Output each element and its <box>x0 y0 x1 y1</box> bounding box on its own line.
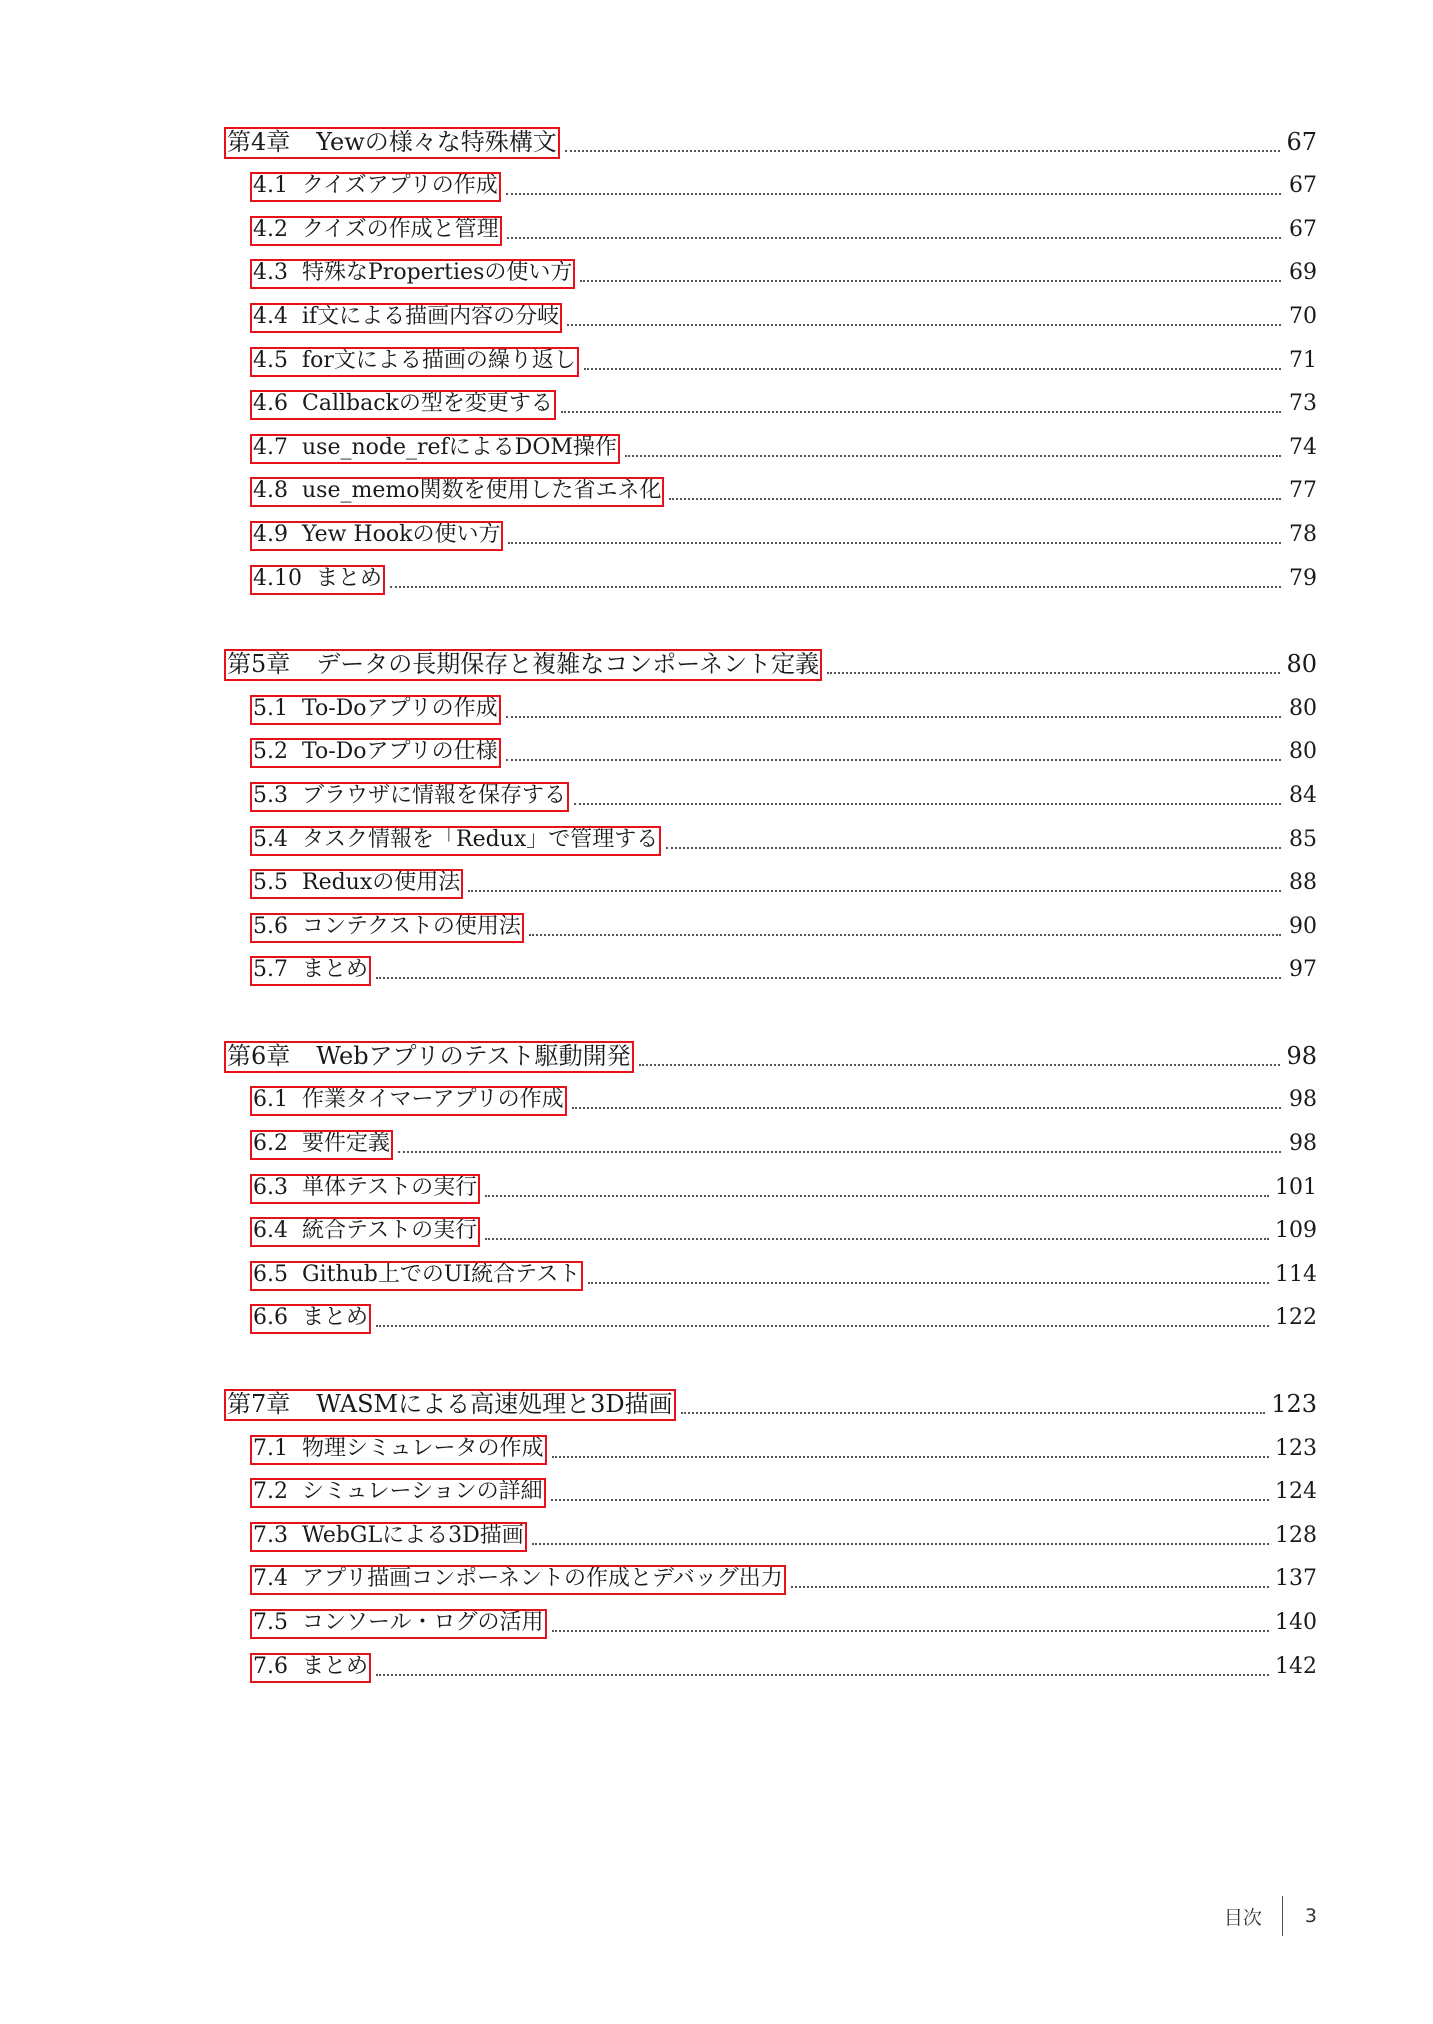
section-entry-page-number: 73 <box>1289 391 1317 417</box>
section-entry-title: use_node_refによるDOM操作 <box>302 434 617 460</box>
section-entry-title: まとめ <box>302 1653 369 1679</box>
section-entry-page-number: 123 <box>1275 1435 1317 1461</box>
chapter-heading-title-box[interactable] <box>225 1390 675 1420</box>
section-entry-title-box[interactable] <box>251 1479 545 1507</box>
chapter-heading-page-number: 98 <box>1286 1041 1317 1070</box>
section-entry[interactable] <box>225 898 1317 942</box>
section-entry-number: 5.1 <box>253 695 288 721</box>
section-entry-number: 7.3 <box>253 1522 288 1548</box>
section-entry-number: 4.8 <box>253 478 288 504</box>
dot-leader <box>508 542 1281 544</box>
dot-leader <box>551 1499 1269 1501</box>
dot-leader <box>485 1195 1269 1197</box>
section-entry-title: アプリ描画コンポーネントの作成とデバッグ出力 <box>302 1566 783 1592</box>
section-entry-title-box[interactable] <box>251 435 619 463</box>
section-entry[interactable] <box>225 1115 1317 1159</box>
footer-divider <box>1282 1896 1283 1936</box>
footer-label: 目次 <box>1223 1906 1262 1929</box>
chapter-heading-page-number: 123 <box>1271 1390 1317 1419</box>
section-entry-number: 7.4 <box>253 1566 288 1592</box>
section-entry-title: 単体テストの実行 <box>302 1174 478 1200</box>
section-entry-page-number: 114 <box>1275 1261 1317 1287</box>
section-entry[interactable] <box>225 419 1317 463</box>
section-entry-number: 5.7 <box>253 957 288 983</box>
dot-leader <box>580 280 1281 282</box>
chapter-heading[interactable] <box>225 637 1317 681</box>
section-entry-title-box[interactable] <box>251 827 660 855</box>
section-entry[interactable] <box>225 680 1317 724</box>
section-entry[interactable] <box>225 201 1317 245</box>
toc-chapter <box>225 114 1317 594</box>
section-entry-title-box[interactable] <box>251 566 384 594</box>
chapter-heading-title-box[interactable] <box>225 650 821 680</box>
section-entry-title-box[interactable] <box>251 1654 370 1682</box>
section-entry-title: まとめ <box>302 1305 369 1331</box>
chapter-heading-number: 第7章 <box>227 1390 291 1419</box>
section-entry-title: Reduxの使用法 <box>302 870 461 896</box>
section-entry-title: WebGLによる3D描画 <box>302 1522 524 1548</box>
section-entry-title-box[interactable] <box>251 522 502 550</box>
section-entry-number: 6.5 <box>253 1261 288 1287</box>
section-entry-number: 5.4 <box>253 826 288 852</box>
section-entry-title-box[interactable] <box>251 217 501 245</box>
section-entry-page-number: 71 <box>1289 347 1317 373</box>
dot-leader <box>574 803 1281 805</box>
dot-leader <box>552 1456 1269 1458</box>
dot-leader <box>681 1412 1266 1414</box>
section-entry-title: 統合テストの実行 <box>302 1218 478 1244</box>
chapter-heading-number: 第4章 <box>227 127 291 156</box>
section-entry-title-box[interactable] <box>251 391 555 419</box>
section-entry[interactable] <box>225 1507 1317 1551</box>
dot-leader <box>584 368 1281 370</box>
dot-leader <box>398 1151 1281 1153</box>
dot-leader <box>506 193 1281 195</box>
section-entry-page-number: 78 <box>1289 521 1317 547</box>
dot-leader <box>376 977 1281 979</box>
section-entry-number: 4.9 <box>253 521 288 547</box>
section-entry-page-number: 142 <box>1275 1653 1317 1679</box>
section-entry-page-number: 77 <box>1289 478 1317 504</box>
dot-leader <box>572 1107 1281 1109</box>
section-entry-title: コンソール・ログの活用 <box>302 1610 544 1635</box>
chapter-heading-title: データの長期保存と複雑なコンポーネント定義 <box>316 650 820 679</box>
section-entry-title-box[interactable] <box>251 260 574 288</box>
dot-leader <box>376 1674 1269 1676</box>
section-entry-number: 7.1 <box>253 1435 288 1461</box>
section-entry-title-box[interactable] <box>251 1610 546 1638</box>
section-entry-title-box[interactable] <box>251 1305 370 1333</box>
section-entry[interactable] <box>225 1551 1317 1595</box>
section-entry[interactable] <box>225 1594 1317 1638</box>
section-entry-number: 4.2 <box>253 216 288 242</box>
page-footer <box>1224 1896 1317 1936</box>
section-entry-number: 6.2 <box>253 1131 288 1157</box>
dot-leader <box>506 716 1281 718</box>
section-entry-title: for文による描画の繰り返し <box>302 347 576 373</box>
section-entry-title: To-Doアプリの仕様 <box>302 739 498 765</box>
section-entry-page-number: 85 <box>1289 826 1317 852</box>
section-entry-page-number: 140 <box>1275 1610 1317 1635</box>
section-entry[interactable] <box>225 811 1317 855</box>
section-entry-title: use_memo関数を使用した省エネ化 <box>302 478 662 504</box>
dot-leader <box>485 1238 1269 1240</box>
section-entry[interactable] <box>225 855 1317 899</box>
section-entry-number: 6.4 <box>253 1218 288 1244</box>
dot-leader <box>669 498 1281 500</box>
section-entry[interactable] <box>225 288 1317 332</box>
section-entry-number: 5.2 <box>253 739 288 765</box>
section-entry-title: if文による描画内容の分岐 <box>302 303 560 329</box>
dot-leader <box>390 586 1281 588</box>
chapter-heading-page-number: 80 <box>1286 650 1317 679</box>
dot-leader <box>827 672 1280 674</box>
section-entry-page-number: 90 <box>1289 913 1317 939</box>
section-entry-title-box[interactable] <box>251 696 500 724</box>
section-entry-page-number: 74 <box>1289 434 1317 460</box>
section-entry-page-number: 79 <box>1289 565 1317 591</box>
section-entry-title-box[interactable] <box>251 957 370 985</box>
section-entry-number: 4.6 <box>253 391 288 417</box>
section-entry-title-box[interactable] <box>251 1131 392 1159</box>
section-entry-title-box[interactable] <box>251 1175 479 1203</box>
toc-chapter <box>225 637 1317 986</box>
section-entry-number: 5.5 <box>253 870 288 896</box>
section-entry-title: 特殊なPropertiesの使い方 <box>302 260 573 286</box>
chapter-heading-page-number: 67 <box>1286 127 1317 156</box>
section-entry[interactable] <box>225 1290 1317 1334</box>
section-entry-number: 7.2 <box>253 1479 288 1505</box>
chapter-heading[interactable] <box>225 114 1317 158</box>
chapter-heading-title: Webアプリのテスト駆動開発 <box>316 1041 631 1070</box>
section-entry[interactable] <box>225 376 1317 420</box>
section-entry-page-number: 98 <box>1289 1087 1317 1113</box>
section-entry-title-box[interactable] <box>251 914 523 942</box>
section-entry-page-number: 69 <box>1289 260 1317 286</box>
section-entry-page-number: 128 <box>1275 1522 1317 1548</box>
section-entry-title: 要件定義 <box>302 1131 391 1157</box>
dot-leader <box>507 237 1281 239</box>
chapter-heading-number: 第5章 <box>227 650 291 679</box>
dot-leader <box>561 411 1281 413</box>
table-of-contents <box>225 114 1317 1725</box>
section-entry[interactable] <box>225 245 1317 289</box>
section-entry-title-box[interactable] <box>251 1218 479 1246</box>
section-entry-number: 4.4 <box>253 303 288 329</box>
section-entry-title: Yew Hookの使い方 <box>302 521 501 547</box>
footer-page-number: 3 <box>1304 1905 1317 1927</box>
section-entry-page-number: 98 <box>1289 1131 1317 1157</box>
section-entry[interactable] <box>225 158 1317 202</box>
section-entry-number: 5.6 <box>253 913 288 939</box>
section-entry-title-box[interactable] <box>251 1523 526 1551</box>
toc-chapter <box>225 1028 1317 1333</box>
dot-leader <box>532 1543 1269 1545</box>
chapter-heading-number: 第6章 <box>227 1041 291 1070</box>
section-entry-page-number: 88 <box>1289 870 1317 896</box>
section-entry-number: 4.5 <box>253 347 288 373</box>
section-entry-number: 7.5 <box>253 1610 288 1635</box>
section-entry-number: 7.6 <box>253 1653 288 1679</box>
section-entry-title-box[interactable] <box>251 1262 582 1290</box>
dot-leader <box>588 1282 1269 1284</box>
section-entry-page-number: 70 <box>1289 303 1317 329</box>
section-entry-title: Callbackの型を変更する <box>302 391 553 417</box>
section-entry-title-box[interactable] <box>251 1087 566 1115</box>
section-entry-title: まとめ <box>302 957 369 983</box>
section-entry-title: タスク情報を「Redux」で管理する <box>302 826 659 852</box>
section-entry-page-number: 122 <box>1275 1305 1317 1331</box>
section-entry-page-number: 67 <box>1289 173 1317 199</box>
section-entry-title: Github上でのUI統合テスト <box>302 1261 581 1287</box>
section-entry-number: 5.3 <box>253 782 288 808</box>
dot-leader <box>565 150 1281 152</box>
chapter-heading-title-box[interactable] <box>225 1042 633 1072</box>
section-entry-page-number: 97 <box>1289 957 1317 983</box>
section-entry-page-number: 67 <box>1289 216 1317 242</box>
dot-leader <box>666 847 1281 849</box>
section-entry-title: To-Doアプリの作成 <box>302 695 498 721</box>
section-entry[interactable] <box>225 942 1317 986</box>
section-entry-page-number: 101 <box>1275 1174 1317 1200</box>
chapter-heading-title: WASMによる高速処理と3D描画 <box>316 1390 673 1419</box>
section-entry-page-number: 109 <box>1275 1218 1317 1244</box>
dot-leader <box>639 1064 1281 1066</box>
section-entry-title: まとめ <box>315 565 382 591</box>
section-entry-page-number: 124 <box>1275 1479 1317 1505</box>
section-entry[interactable] <box>225 332 1317 376</box>
section-entry[interactable] <box>225 463 1317 507</box>
chapter-heading-title-box[interactable] <box>225 128 559 158</box>
section-entry-title-box[interactable] <box>251 1436 546 1464</box>
chapter-heading[interactable] <box>225 1376 1317 1420</box>
section-entry-page-number: 84 <box>1289 782 1317 808</box>
dot-leader <box>791 1586 1269 1588</box>
section-entry-title: ブラウザに情報を保存する <box>302 782 567 808</box>
section-entry-title-box[interactable] <box>251 870 462 898</box>
dot-leader <box>552 1630 1269 1632</box>
section-entry-title-box[interactable] <box>251 783 568 811</box>
section-entry-page-number: 137 <box>1275 1566 1317 1592</box>
section-entry[interactable] <box>225 506 1317 550</box>
section-entry[interactable] <box>225 1203 1317 1247</box>
section-entry-title: クイズアプリの作成 <box>302 173 498 199</box>
section-entry-number: 6.1 <box>253 1087 288 1113</box>
section-entry[interactable] <box>225 1246 1317 1290</box>
dot-leader <box>376 1325 1269 1327</box>
section-entry-title: 作業タイマーアプリの作成 <box>302 1087 564 1113</box>
section-entry-number: 4.1 <box>253 173 288 199</box>
section-entry-number: 6.3 <box>253 1174 288 1200</box>
section-entry[interactable] <box>225 724 1317 768</box>
section-entry-number: 4.10 <box>253 565 302 591</box>
section-entry[interactable] <box>225 1638 1317 1682</box>
section-entry[interactable] <box>225 550 1317 594</box>
section-entry-title: 物理シミュレータの作成 <box>302 1435 544 1461</box>
chapter-heading[interactable] <box>225 1028 1317 1072</box>
section-entry-number: 6.6 <box>253 1305 288 1331</box>
section-entry-page-number: 80 <box>1289 739 1317 765</box>
section-entry[interactable] <box>225 767 1317 811</box>
section-entry[interactable] <box>225 1159 1317 1203</box>
section-entry-page-number: 80 <box>1289 695 1317 721</box>
section-entry-title-box[interactable] <box>251 739 500 767</box>
section-entry-number: 4.7 <box>253 434 288 460</box>
section-entry[interactable] <box>225 1072 1317 1116</box>
dot-leader <box>506 759 1281 761</box>
section-entry-title: シミュレーションの詳細 <box>302 1479 543 1505</box>
section-entry-title-box[interactable] <box>251 1566 785 1594</box>
toc-chapter <box>225 1376 1317 1681</box>
section-entry-title-box[interactable] <box>251 304 561 332</box>
section-entry-number: 4.3 <box>253 260 288 286</box>
section-entry-title-box[interactable] <box>251 478 663 506</box>
dot-leader <box>625 455 1281 457</box>
dot-leader <box>529 934 1281 936</box>
section-entry-title-box[interactable] <box>251 348 578 376</box>
chapter-heading-title: Yewの様々な特殊構文 <box>316 127 557 156</box>
section-entry[interactable] <box>225 1464 1317 1508</box>
dot-leader <box>567 324 1281 326</box>
section-entry-title: コンテクストの使用法 <box>302 913 521 939</box>
section-entry-title: クイズの作成と管理 <box>302 216 499 242</box>
dot-leader <box>468 890 1281 892</box>
section-entry-title-box[interactable] <box>251 173 500 201</box>
section-entry[interactable] <box>225 1420 1317 1464</box>
